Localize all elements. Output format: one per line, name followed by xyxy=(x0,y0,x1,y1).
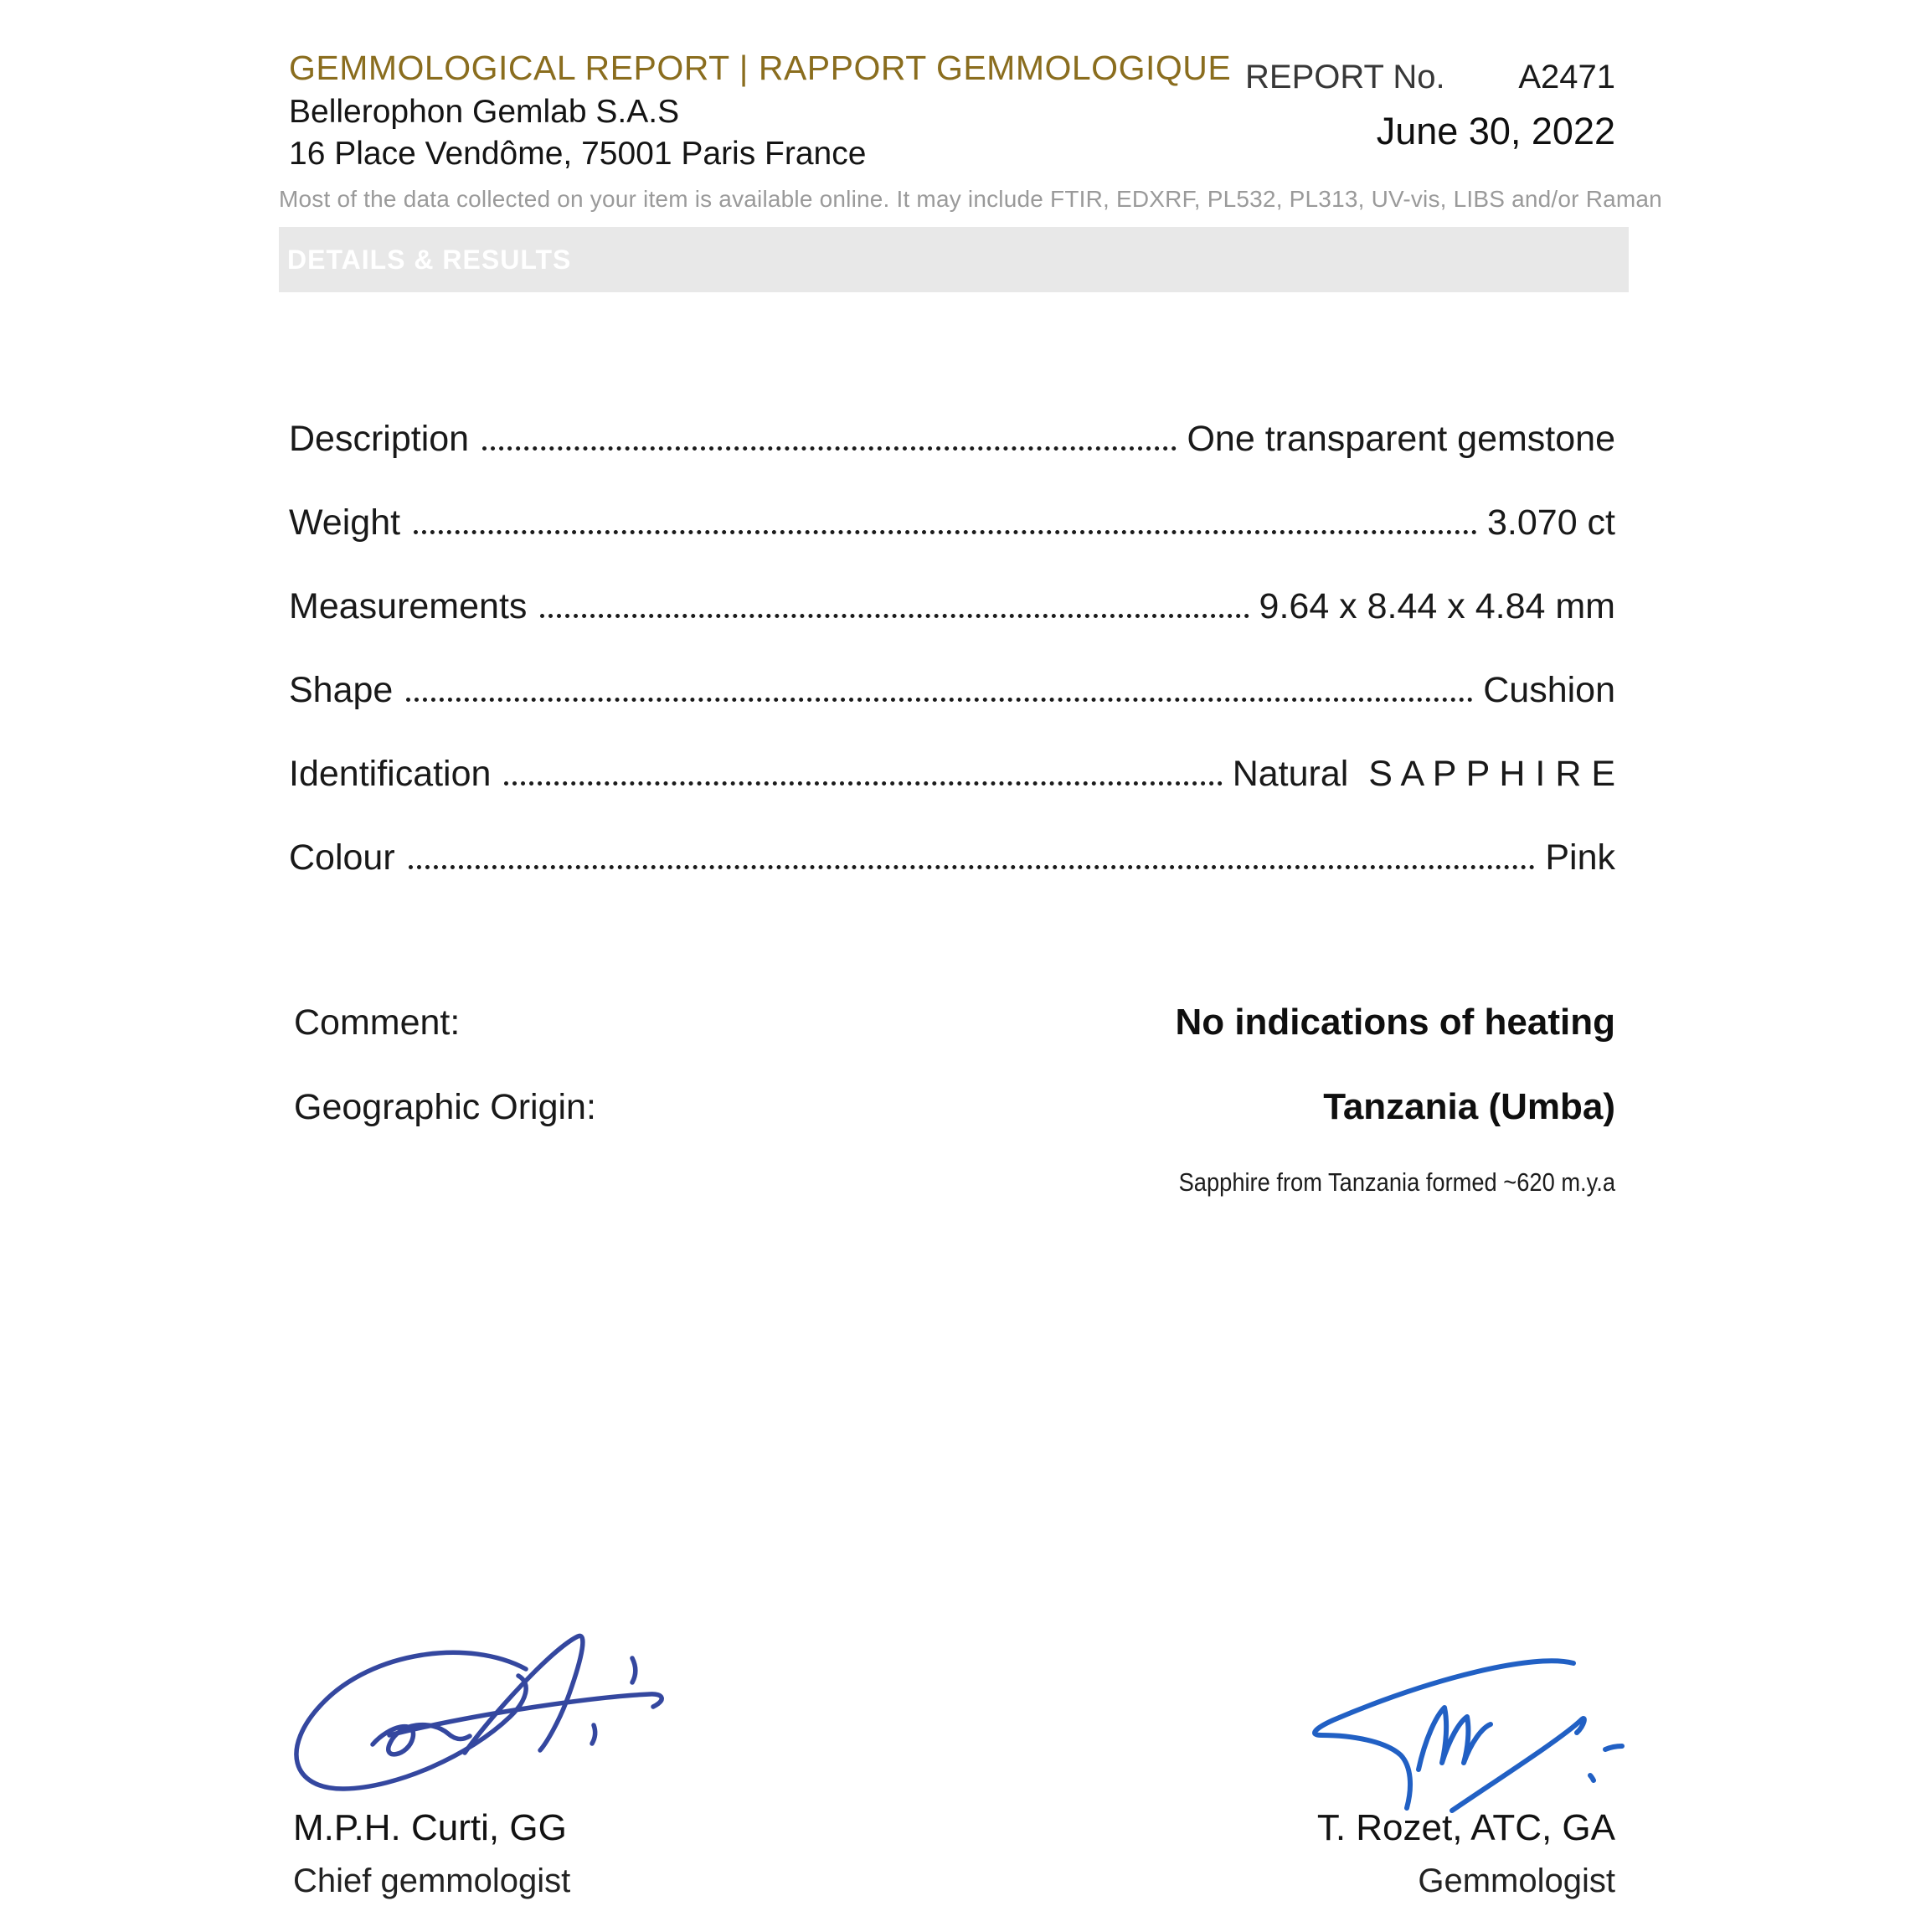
details-results-label: DETAILS & RESULTS xyxy=(287,244,572,275)
dotted-leader xyxy=(504,781,1222,786)
page-title: GEMMOLOGICAL REPORT | RAPPORT GEMMOLOGIQUE xyxy=(289,49,1232,87)
row-value: 3.070 ct xyxy=(1487,502,1615,543)
row-value: Natural S A P P H I R E xyxy=(1232,754,1615,794)
signer-name-left: M.P.H. Curti, GG xyxy=(293,1807,567,1848)
lab-address: 16 Place Vendôme, 75001 Paris France xyxy=(289,136,867,172)
comment-row xyxy=(294,998,1615,1047)
row-value: Pink xyxy=(1545,837,1615,878)
dotted-leader xyxy=(409,865,1536,869)
row-value: 9.64 x 8.44 x 4.84 mm xyxy=(1259,586,1615,626)
dotted-leader xyxy=(406,698,1473,702)
dotted-leader xyxy=(540,614,1249,618)
details-results-banner xyxy=(279,227,1629,292)
signer-name-right: T. Rozet, ATC, GA xyxy=(1316,1807,1615,1848)
result-row-colour xyxy=(289,834,1615,882)
dotted-leader xyxy=(482,446,1177,451)
origin-label: Geographic Origin: xyxy=(294,1087,596,1127)
header-right xyxy=(1245,59,1615,153)
row-label: Description xyxy=(289,419,470,459)
row-label: Colour xyxy=(289,837,395,878)
row-value: Cushion xyxy=(1483,670,1615,710)
signer-role-right: Gemmologist xyxy=(1418,1862,1615,1899)
result-row-measurements xyxy=(289,583,1615,631)
results-section xyxy=(289,415,1615,918)
signature-rozet xyxy=(1285,1651,1632,1819)
result-row-description xyxy=(289,415,1615,463)
online-data-note: Most of the data collected on your item is available online. It may include FTIR, EDXRF, PL532, PL313, UV-vis, LIBS and/or Raman xyxy=(279,186,1662,212)
signature-curti xyxy=(275,1616,677,1826)
row-label: Shape xyxy=(289,670,394,710)
comment-value: No indications of heating xyxy=(1175,1002,1615,1043)
row-label: Measurements xyxy=(289,586,528,626)
report-number-value: A2471 xyxy=(1518,59,1615,95)
row-label: Identification xyxy=(289,754,492,794)
report-number-row xyxy=(1245,59,1615,96)
result-row-shape xyxy=(289,667,1615,714)
header-left xyxy=(289,47,1231,175)
result-row-weight xyxy=(289,499,1615,547)
comment-label: Comment: xyxy=(294,1002,461,1043)
report-number-label: REPORT No. xyxy=(1245,59,1445,95)
origin-row xyxy=(294,1083,1615,1131)
comments-section xyxy=(294,998,1615,1198)
origin-value: Tanzania (Umba) xyxy=(1323,1086,1615,1127)
lab-name: Bellerophon Gemlab S.A.S xyxy=(289,94,680,130)
result-row-identification xyxy=(289,750,1615,798)
row-label: Weight xyxy=(289,502,401,543)
dotted-leader xyxy=(414,530,1477,534)
row-value: One transparent gemstone xyxy=(1187,419,1615,459)
origin-age-note: Sapphire from Tanzania formed ~620 m.y.a xyxy=(1178,1167,1615,1197)
signer-role-left: Chief gemmologist xyxy=(293,1862,571,1899)
report-date: June 30, 2022 xyxy=(1376,110,1615,152)
